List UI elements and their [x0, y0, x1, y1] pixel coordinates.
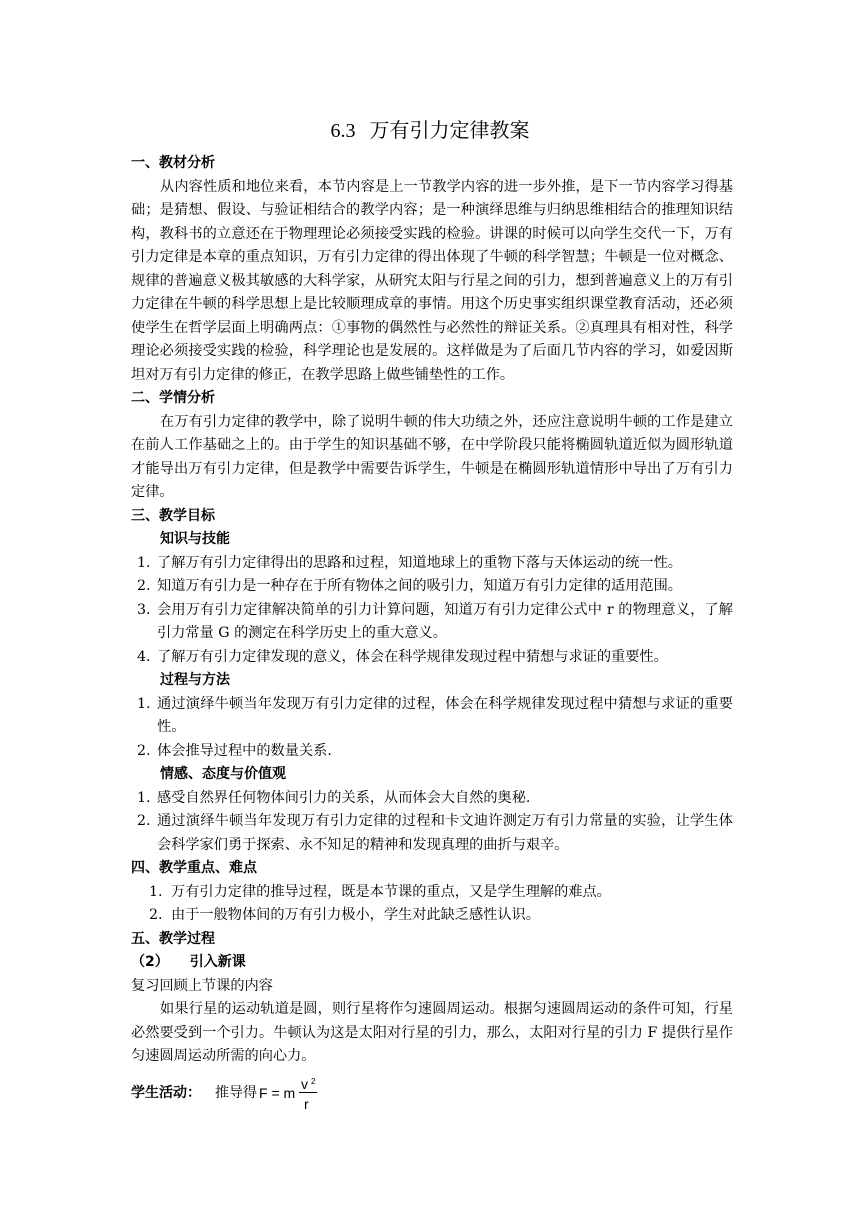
- subsection-heading: 过程与方法: [160, 672, 230, 688]
- list-item: [131, 575, 733, 599]
- formula-lhs: F = m: [259, 1084, 296, 1101]
- list-item: [131, 787, 733, 811]
- section-heading: 五、教学过程: [131, 930, 215, 947]
- section-heading: 三、教学目标: [131, 507, 215, 524]
- list-text: 由于一般物体间的万有引力极小，学生对此缺乏感性认识。: [171, 907, 540, 923]
- paragraph: 从内容性质和地位来看，本节内容是上一节教学内容的进一步外推，是下一节内容学习得基础；是猜想、假设、与验证相结合的教学内容；是一种演绎思维与归纳思维相结合的推理知识结构，教科书的立意还在于物理理论必须接受实践的检验。讲课的时候可以向学生交代一下，万有引力定律是本章的重点知识，万有引力定律的得出体现了牛顿的科学智慧；牛顿是一位对概念、规律的普遍意义极其敏感的大科学家，从研究太阳与行星之间的引力，想到普遍意义上的万有引力定律在牛顿的科学思想上是比较顺理成章的事情。用这个历史事实组织课堂教育活动，还必须使学生在哲学层面上明确两点：①事物的偶然性与必然性的辩证关系。②真理具有相对性，科学理论必须接受实践的检验，科学理论也是发展的。这样做是为了后面几节内容的学习，如爱因斯坦对万有引力定律的修正，在教学思路上做些铺垫性的工作。: [131, 178, 733, 383]
- paragraph: 如果行星的运动轨道是圆，则行星将作匀速圆周运动。根据匀速圆周运动的条件可知，行星必然要受到一个引力。牛顿认为这是太阳对行星的引力，那么，太阳对行星的引力 F 提供行星作匀速圆周运动所需的向心力。: [131, 1001, 733, 1064]
- list-number: 2.: [149, 907, 163, 923]
- list-text: 了解万有引力定律发现的意义，体会在科学规律发现过程中猜想与求证的重要性。: [157, 648, 668, 665]
- list-text: 万有引力定律的推导过程，既是本节课的重点，又是学生理解的难点。: [171, 883, 611, 900]
- list-number: 4.: [137, 648, 151, 665]
- activity-text: 推导得: [215, 1084, 257, 1101]
- list-item: [131, 904, 733, 928]
- subsection-heading: （2） 引入新课: [131, 954, 246, 970]
- list-number: 3.: [137, 601, 151, 618]
- list-item: [131, 740, 733, 764]
- list-text: 会用万有引力定律解决简单的引力计算问题，知道万有引力定律公式中 r 的物理意义，了解引力常量 G 的测定在科学历史上的重大意义。: [157, 601, 733, 641]
- title-number: 6.3: [330, 120, 356, 142]
- list-text: 通过演绎牛顿当年发现万有引力定律的过程和卡文迪许测定万有引力常量的实验，让学生体会科学家们勇于探索、永不知足的精神和发现真理的曲折与艰辛。: [157, 813, 733, 853]
- list-number: 1.: [149, 883, 163, 900]
- student-activity: [131, 1073, 733, 1113]
- formula-exponent: 2: [311, 1076, 316, 1086]
- review-line: 复习回顾上节课的内容: [131, 977, 273, 994]
- list-item: [131, 881, 733, 905]
- subsection-heading: 知识与技能: [160, 531, 230, 547]
- title-text: 万有引力定律教案: [369, 118, 530, 142]
- list-item: [131, 599, 733, 646]
- list-item: [131, 810, 733, 857]
- formula-denominator: r: [304, 1095, 309, 1112]
- list-number: 1.: [137, 789, 151, 806]
- list-number: 1.: [137, 554, 151, 571]
- list-number: 1.: [137, 695, 151, 712]
- page-title: [0, 116, 860, 145]
- section-heading: 二、学情分析: [131, 390, 215, 406]
- list-text: 体会推导过程中的数量关系.: [157, 742, 332, 759]
- list-number: 2.: [137, 742, 151, 759]
- list-number: 2.: [137, 578, 151, 594]
- section-heading: 一、教材分析: [131, 155, 215, 171]
- document-body: [131, 152, 733, 1113]
- list-text: 感受自然界任何物体间引力的关系，从而体会大自然的奥秘.: [157, 789, 531, 806]
- list-item: [131, 646, 733, 670]
- paragraph: 在万有引力定律的教学中，除了说明牛顿的伟大功绩之外，还应注意说明牛顿的工作是建立在前人工作基础之上的。由于学生的知识基础不够，在中学阶段只能将椭圆轨道近似为圆形轨道才能导出万有引力定律，但是教学中需要告诉学生，牛顿是在椭圆形轨道情形中导出了万有引力定律。: [131, 413, 733, 500]
- activity-label: 学生活动：: [131, 1084, 201, 1101]
- section-heading: 四、教学重点、难点: [131, 860, 257, 876]
- subsection-heading: 情感、态度与价值观: [160, 766, 286, 782]
- list-text: 了解万有引力定律得出的思路和过程，知道地球上的重物下落与天体运动的统一性。: [157, 554, 682, 571]
- list-item: [131, 552, 733, 576]
- list-item: [131, 693, 733, 740]
- formula-numerator: v: [301, 1075, 308, 1092]
- list-text: 通过演绎牛顿当年发现万有引力定律的过程，体会在科学规律发现过程中猜想与求证的重要性。: [157, 695, 733, 735]
- list-number: 2.: [137, 813, 151, 829]
- list-text: 知道万有引力是一种存在于所有物体之间的吸引力，知道万有引力定律的适用范围。: [157, 578, 682, 594]
